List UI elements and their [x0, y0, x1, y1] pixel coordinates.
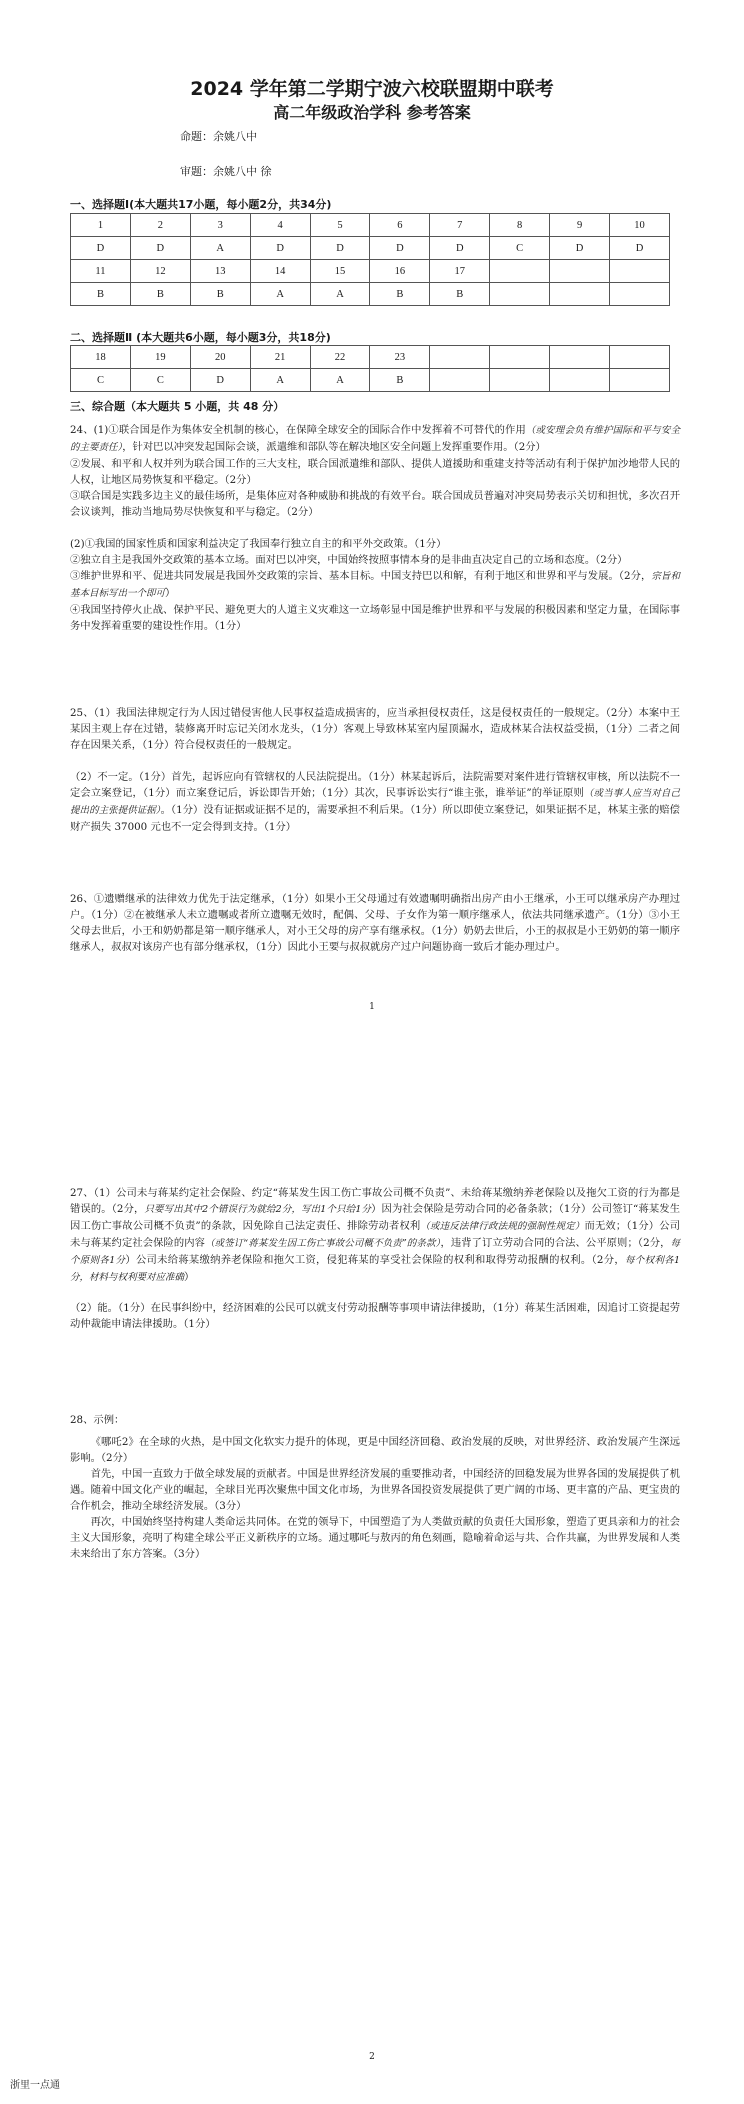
table-cell: 3 — [190, 214, 250, 237]
table-cell — [490, 283, 550, 306]
table-cell: B — [71, 283, 131, 306]
table-cell — [550, 260, 610, 283]
table-cell: 10 — [610, 214, 670, 237]
section3-heading: 三、综合题（本大题共 5 小题，共 48 分） — [70, 400, 285, 413]
answer-paragraph: （2）不一定。（1分）首先，起诉应向有管辖权的人民法院提出。（1分）林某起诉后，法院需要对案件进行管辖权审核，所以法院不一定会立案登记，（1分）而立案登记后，诉讼即告开始；（1分）其次，民事诉讼实行“谁主张，谁举证”的举证原则（或当事人应当对自己提出的主张提供证据）。（1分）没有证据或证据不足的，需要承担不利后果。（1分）所以即使立案登记，如果证据不足，林某主张的赔偿财产损失 37000 元也不一定会得到支持。（1分） — [70, 771, 680, 833]
table-cell: D — [310, 237, 370, 260]
table-cell: 16 — [370, 260, 430, 283]
answer-paragraph: 首先，中国一直致力于做全球发展的贡献者。中国是世界经济发展的重要推动者，中国经济的回稳发展为世界各国的发展提供了机遇。随着中国文化产业的崛起，全球目光再次聚焦中国文化市场，为世界各国投资发展提供了更广阔的市场、更丰富的产品、更宝贵的合作机会，推动全球经济发展。（3分） — [70, 1468, 680, 1512]
answer-paragraph: 《哪吒2》在全球的火热，是中国文化软实力提升的体现，更是中国经济回稳、政治发展的反映，对世界经济、政治发展产生深远影响。（2分） — [70, 1436, 680, 1464]
table-row — [71, 283, 670, 306]
table-row — [71, 260, 670, 283]
table-cell — [550, 346, 610, 369]
table-row — [71, 369, 670, 392]
answer-paragraph: 再次，中国始终坚持构建人类命运共同体。在党的领导下，中国塑造了为人类做贡献的负责任大国形象，塑造了更具亲和力的社会主义大国形象，亮明了构建全球公平正义新秩序的立场。通过哪吒与敖丙的角色刻画，隐喻着命运与共、合作共赢，为世界发展和人类未来给出了东方答案。（3分） — [70, 1516, 680, 1560]
table-cell: 20 — [190, 346, 250, 369]
table-cell: 4 — [250, 214, 310, 237]
table-cell: 9 — [550, 214, 610, 237]
answer-paragraph: ②独立自主是我国外交政策的基本立场。面对巴以冲突，中国始终按照事情本身的是非曲直决定自己的立场和态度。（2分） — [70, 554, 628, 566]
table-cell — [490, 369, 550, 392]
table-cell — [430, 346, 490, 369]
table-cell: D — [130, 237, 190, 260]
table-cell — [550, 283, 610, 306]
table-cell: 11 — [71, 260, 131, 283]
page-number: 2 — [369, 2052, 375, 2062]
table-cell: 2 — [130, 214, 190, 237]
answer-paragraph: 25、（1）我国法律规定行为人因过错侵害他人民事权益造成损害的，应当承担侵权责任，这是侵权责任的一般规定。（2分）本案中王某因主观上存在过错，装修离开时忘记关闭水龙头，（1分）客观上导致林某室内屋顶漏水，造成林某合法权益受损，（1分）二者之间存在因果关系，（1分）符合侵权责任的一般规定。 — [70, 707, 680, 751]
page-number: 1 — [369, 1002, 375, 1012]
answer-paragraph: ④我国坚持停火止战、保护平民、避免更大的人道主义灾难这一立场彰显中国是维护世界和平与发展的积极因素和坚定力量，在国际事务中发挥着重要的建设性作用。（1分） — [70, 604, 680, 632]
table-cell: 14 — [250, 260, 310, 283]
table-cell: D — [610, 237, 670, 260]
table-cell: 22 — [310, 346, 370, 369]
table-cell: 8 — [490, 214, 550, 237]
table-cell: 18 — [71, 346, 131, 369]
table-cell: 7 — [430, 214, 490, 237]
question-28-answer — [70, 1412, 680, 1562]
table-cell — [550, 369, 610, 392]
table-cell — [610, 260, 670, 283]
table-cell: 5 — [310, 214, 370, 237]
table-cell: 21 — [250, 346, 310, 369]
section1-heading: 一、选择题Ⅰ(本大题共17小题，每小题2分，共34分) — [70, 198, 332, 211]
table-cell: C — [490, 237, 550, 260]
answer-table-2 — [70, 345, 670, 392]
table-cell: A — [250, 369, 310, 392]
reviewer-line: 审题：余姚八中 徐 — [180, 165, 272, 178]
table-cell: 1 — [71, 214, 131, 237]
answer-paragraph: （2）能。（1分）在民事纠纷中，经济困难的公民可以就支付劳动报酬等事项申请法律援助，（1分）蒋某生活困难，因追讨工资提起劳动仲裁能申请法律援助。（1分） — [70, 1302, 680, 1330]
table-cell: 12 — [130, 260, 190, 283]
table-cell: 6 — [370, 214, 430, 237]
table-cell — [490, 260, 550, 283]
table-row — [71, 214, 670, 237]
answer-paragraph: ③维护世界和平、促进共同发展是我国外交政策的宗旨、基本目标。中国支持巴以和解，有利于地区和世界和平与发展。（2分，宗旨和基本目标写出一个即可） — [70, 570, 680, 599]
table-row — [71, 237, 670, 260]
table-cell — [490, 346, 550, 369]
table-cell — [610, 283, 670, 306]
table-cell: D — [190, 369, 250, 392]
question-26-answer — [70, 891, 680, 955]
table-cell: D — [250, 237, 310, 260]
question-24-answer — [70, 422, 680, 634]
answer-paragraph: 24、(1)①联合国是作为集体安全机制的核心，在保障全球安全的国际合作中发挥着不可替代的作用（或安理会负有维护国际和平与安全的主要责任），针对巴以冲突发起国际会谈，派遣维和部队等在解决地区安全问题上发挥重要作用。（2分） — [70, 424, 680, 453]
answer-paragraph: ②发展、和平和人权并列为联合国工作的三大支柱，联合国派遣维和部队、提供人道援助和重建支持等活动有利于保护加沙地带人民的人权，让地区局势恢复和平稳定。（2分） — [70, 458, 680, 486]
table-cell: B — [190, 283, 250, 306]
table-cell: C — [130, 369, 190, 392]
table-cell: A — [250, 283, 310, 306]
table-cell: D — [71, 237, 131, 260]
answer-paragraph: 28、示例： — [70, 1414, 125, 1426]
page-2 — [0, 1052, 744, 2104]
table-cell — [610, 346, 670, 369]
section2-heading: 二、选择题Ⅱ (本大题共6小题，每小题3分，共18分) — [70, 331, 331, 344]
table-cell: A — [190, 237, 250, 260]
table-cell: B — [430, 283, 490, 306]
question-27-answer — [70, 1185, 680, 1332]
author-line: 命题：余姚八中 — [180, 130, 257, 143]
question-25-answer — [70, 705, 680, 835]
table-cell: 19 — [130, 346, 190, 369]
answer-table-1 — [70, 213, 670, 306]
table-cell: D — [370, 237, 430, 260]
footer-watermark: 浙里一点通 — [10, 2080, 60, 2091]
table-cell: C — [71, 369, 131, 392]
answer-paragraph: ③联合国是实践多边主义的最佳场所，是集体应对各种威胁和挑战的有效平台。联合国成员普遍对冲突局势表示关切和担忧，多次召开会议谈判，推动当地局势尽快恢复和平与稳定。（2分） — [70, 490, 680, 518]
table-cell: D — [550, 237, 610, 260]
table-cell: 17 — [430, 260, 490, 283]
table-cell: A — [310, 283, 370, 306]
answer-paragraph: 26、①遗赠继承的法律效力优先于法定继承，（1分）如果小王父母通过有效遗嘱明确指出房产由小王继承，小王可以继承房产办理过户。（1分）②在被继承人未立遗嘱或者所立遗嘱无效时，配偶、父母、子女作为第一顺序继承人，依法共同继承遗产。（1分）③小王父母去世后，小王和奶奶都是第一顺序继承人，对小王父母的房产享有继承权。（1分）奶奶去世后，小王的叔叔是小王奶奶的第一顺序继承人，叔叔对该房产也有部分继承权，（1分）因此小王要与叔叔就房产过户问题协商一致后才能办理过户。 — [70, 893, 680, 953]
table-cell: 23 — [370, 346, 430, 369]
exam-title: 2024 学年第二学期宁波六校联盟期中联考 — [190, 78, 554, 100]
table-cell: B — [370, 369, 430, 392]
table-cell: A — [310, 369, 370, 392]
table-cell: D — [430, 237, 490, 260]
table-cell: 13 — [190, 260, 250, 283]
table-cell: B — [130, 283, 190, 306]
table-cell — [610, 369, 670, 392]
table-cell — [430, 369, 490, 392]
table-row — [71, 346, 670, 369]
table-cell: 15 — [310, 260, 370, 283]
exam-subtitle: 高二年级政治学科 参考答案 — [273, 103, 471, 122]
table-cell: B — [370, 283, 430, 306]
answer-paragraph: 27、（1）公司未与蒋某约定社会保险、约定“蒋某发生因工伤亡事故公司概不负责”、未给蒋某缴纳养老保险以及拖欠工资的行为都是错误的。（2分，只要写出其中2个错误行为就给2分，写出1个只给1分）因为社会保险是劳动合同的必备条款；（1分）公司签订“蒋某发生因工伤亡事故公司概不负责”的条款，因免除自己法定责任、排除劳动者权利（或违反法律行政法规的强制性规定）而无效；（1分）公司未与蒋某约定社会保险的内容（或签订“蒋某发生因工伤亡事故公司概不负责”的条款），违背了订立劳动合同的合法、公平原则；（2分，每个原则各1分）公司未给蒋某缴纳养老保险和拖欠工资，侵犯蒋某的享受社会保险的权利和取得劳动报酬的权利。（2分，每个权利各1分，材料与权利要对应准确） — [70, 1187, 681, 1283]
answer-paragraph: (2)①我国的国家性质和国家利益决定了我国奉行独立自主的和平外交政策。（1分） — [70, 538, 447, 550]
